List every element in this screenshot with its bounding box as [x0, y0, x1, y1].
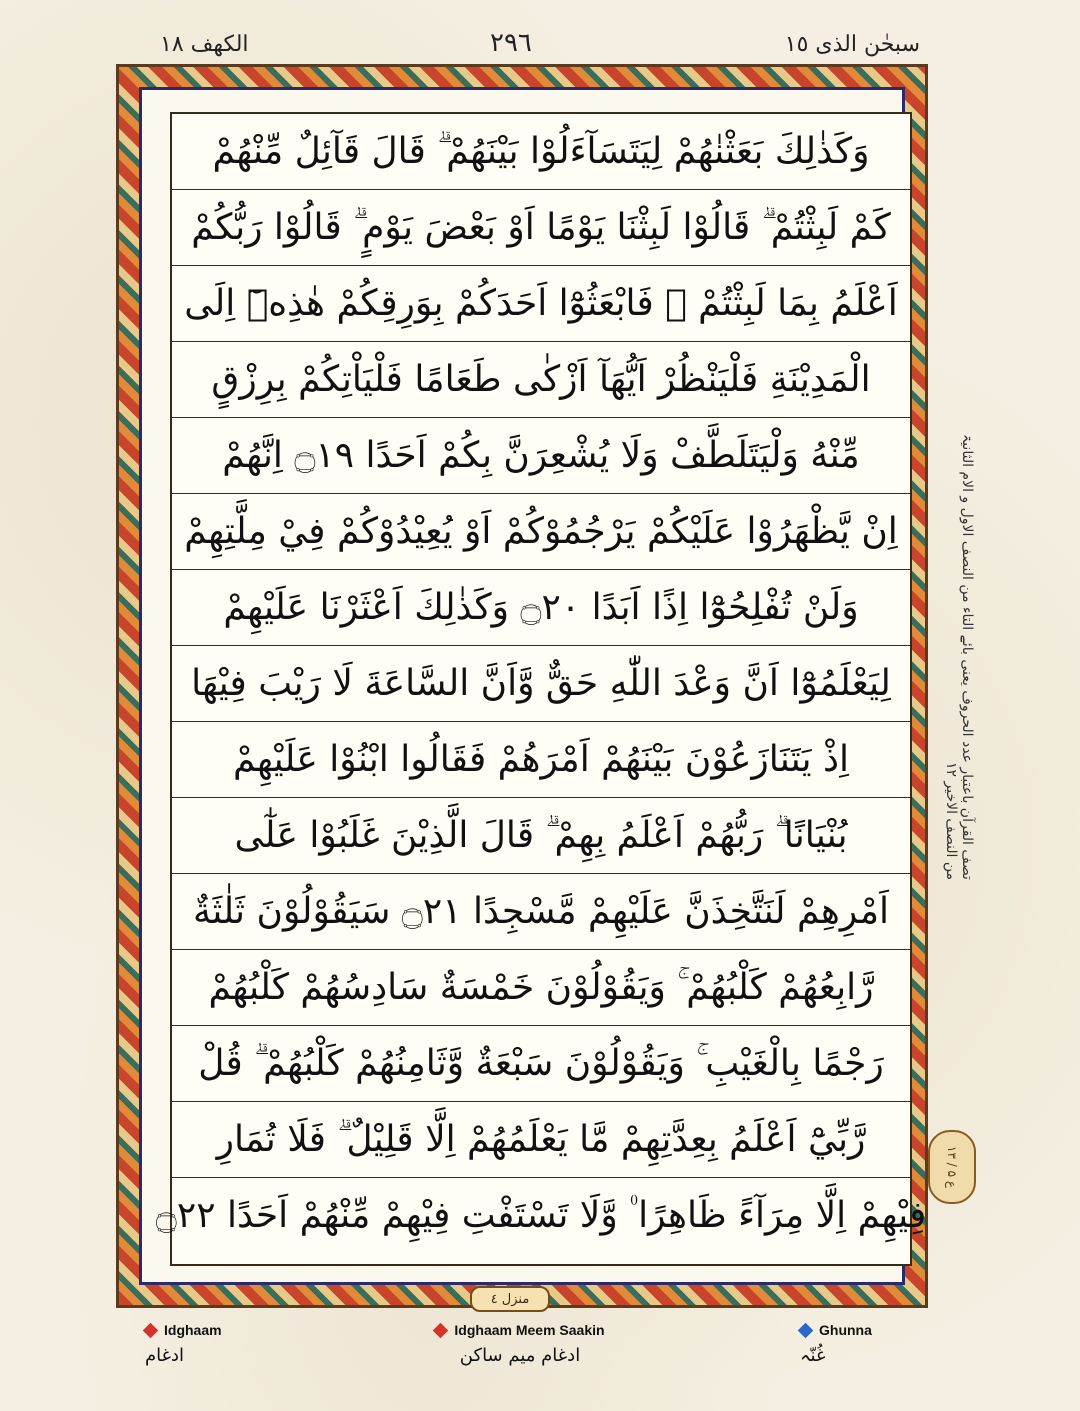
- red-diamond-icon: [433, 1323, 449, 1339]
- text-line: الْمَدِيْنَةِ فَلْيَنْظُرْ اَيُّهَآ اَزْكٰى طَعَامًا فَلْيَاْتِكُمْ بِرِزْقٍ: [172, 342, 910, 418]
- text-line: رَّبِّيْٓ اَعْلَمُ بِعِدَّتِهِمْ مَّا يَعْلَمُهُمْ اِلَّا قَلِيْلٌ ۗ فَلَا تُمَارِ: [172, 1102, 910, 1178]
- text-line: فِيْهِمْ اِلَّا مِرَآءً ظَاهِرًا ۠ وَّلَا تَسْتَفْتِ فِيْهِمْ مِّنْهُمْ اَحَدًا ۝٢٢: [155, 1195, 927, 1236]
- text-line: مِّنْهُ وَلْيَتَلَطَّفْ وَلَا يُشْعِرَنَّ بِكُمْ اَحَدًا ۝١٩ اِنَّهُمْ: [172, 418, 910, 494]
- surah-name: الكهف ١٨: [160, 32, 249, 57]
- text-line: اِنْ يَّظْهَرُوْا عَلَيْكُمْ يَرْجُمُوْكُمْ اَوْ يُعِيْدُوْكُمْ فِيْ مِلَّتِهِمْ: [172, 494, 910, 570]
- text-line: رَّابِعُهُمْ كَلْبُهُمْ ۚ وَيَقُوْلُوْنَ خَمْسَةٌ سَادِسُهُمْ كَلْبُهُمْ: [172, 950, 910, 1026]
- blue-diamond-icon: [798, 1323, 814, 1339]
- ruku-medallion: ع ۵ / ۱۳: [928, 1130, 976, 1204]
- red-diamond-icon: [143, 1323, 159, 1339]
- text-line: اَعْلَمُ بِمَا لَبِثْتُمْ ۗ فَابْعَثُوْٓا اَحَدَكُمْ بِوَرِقِكُمْ هٰذِهٖٓ اِلَى: [172, 266, 910, 342]
- text-line: اِذْ يَتَنَازَعُوْنَ بَيْنَهُمْ اَمْرَهُمْ فَقَالُوا ابْنُوْا عَلَيْهِمْ: [172, 722, 910, 798]
- manzil-marker: منزل ٤: [470, 1286, 550, 1312]
- text-line: اَمْرِهِمْ لَنَتَّخِذَنَّ عَلَيْهِمْ مَّسْجِدًا ۝٢١ سَيَقُوْلُوْنَ ثَلٰثَةٌ: [172, 874, 910, 950]
- text-line: رَجْمًا بِالْغَيْبِ ۚ وَيَقُوْلُوْنَ سَبْعَةٌ وَّثَامِنُهُمْ كَلْبُهُمْ ۗ قُلْ: [172, 1026, 910, 1102]
- juz-name: سبحٰن الذی ١٥: [784, 32, 920, 57]
- text-line: لِيَعْلَمُوْٓا اَنَّ وَعْدَ اللّٰهِ حَقٌّ وَّاَنَّ السَّاعَةَ لَا رَيْبَ فِيْهَا: [172, 646, 910, 722]
- page-header: [150, 28, 930, 64]
- quran-text-panel: [155, 112, 927, 1266]
- text-line: بُنْيَانًا ۗ رَبُّهُمْ اَعْلَمُ بِهِمْ ۗ قَالَ الَّذِيْنَ غَلَبُوْا عَلٰٓى: [172, 798, 910, 874]
- legend-ghunna: Ghunna غُنّہ: [800, 1320, 872, 1400]
- text-line: وَلَنْ تُفْلِحُوْٓا اِذًا اَبَدًا ۝٢٠ وَكَذٰلِكَ اَعْثَرْنَا عَلَيْهِمْ: [172, 570, 910, 646]
- margin-note: تصف القرآن باعتبار عدد الحروف یعنی بائے التاء من النصف الاول و الام الثانیۃ من النصف الاخیر ۱۲: [943, 434, 975, 880]
- page-number: ٢٩٦: [490, 28, 532, 58]
- text-line: كَمْ لَبِثْتُمْ ۗ قَالُوْا لَبِثْنَا يَوْمًا اَوْ بَعْضَ يَوْمٍ ۗ قَالُوْا رَبُّكُمْ: [172, 190, 910, 266]
- text-line: وَكَذٰلِكَ بَعَثْنٰهُمْ لِيَتَسَآءَلُوْا بَيْنَهُمْ ۗ قَالَ قَآئِلٌ مِّنْهُمْ: [172, 114, 910, 190]
- legend-idghaam-meem-saakin: Idghaam Meem Saakin ادغام میم ساکن: [430, 1320, 610, 1400]
- legend-idghaam: Idghaam ادغام: [145, 1320, 222, 1400]
